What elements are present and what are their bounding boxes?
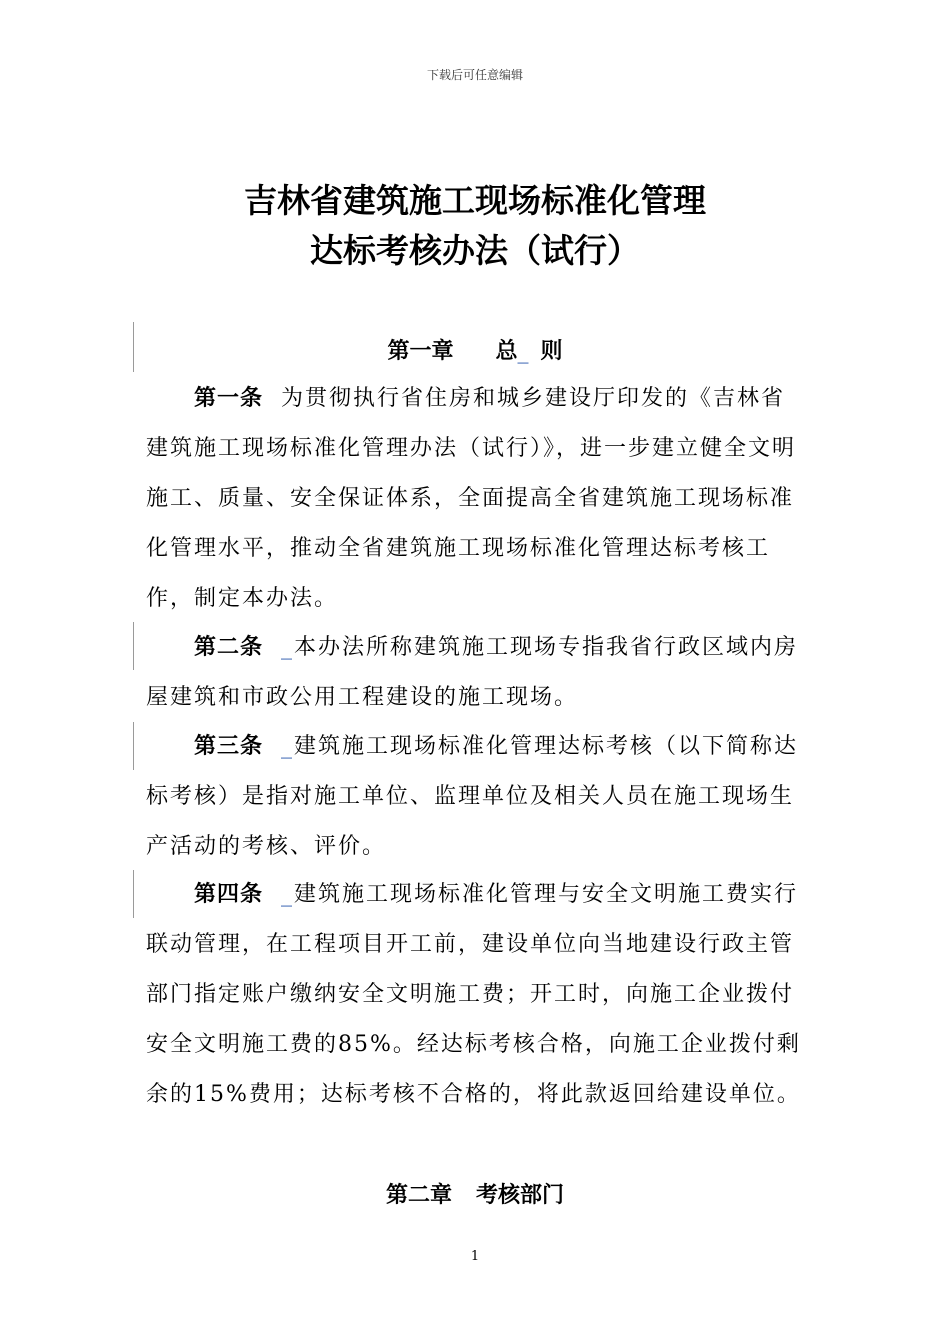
article-4 xyxy=(146,869,806,1120)
chapter-1-heading xyxy=(0,334,950,365)
document-title xyxy=(0,176,950,276)
chapter-2-name: 考核部门 xyxy=(476,1182,565,1208)
document-title-line-2: 达标考核办法（试行） xyxy=(310,231,640,270)
article-3-text: 建筑施工现场标准化管理达标考核（以下简称达标考核）是指对施工单位、监理单位及相关人员在施工现场生产活动的考核、评价。 xyxy=(146,734,799,859)
document-title-line-1: 吉林省建筑施工现场标准化管理 xyxy=(244,181,706,220)
article-3 xyxy=(146,721,806,872)
article-1 xyxy=(146,373,806,624)
article-3-mark: _ xyxy=(281,734,295,759)
article-2-text: 本办法所称建筑施工现场专指我省行政区域内房屋建筑和市政公用工程建设的施工现场。 xyxy=(146,635,799,710)
article-4-text: 建筑施工现场标准化管理与安全文明施工费实行联动管理，在工程项目开工前，建设单位向当地建设行政主管部门指定账户缴纳安全文明施工费；开工时，向施工企业拨付安全文明施工费的85%。经达标考核合格，向施工企业拨付剩余的15%费用；达标考核不合格的，将此款返回给建设单位。 xyxy=(146,882,801,1107)
page-number: 1 xyxy=(470,1249,480,1264)
chapter-1-name-first: 总 xyxy=(495,338,518,364)
article-4-number: 第四条 xyxy=(194,881,264,907)
chapter-1-name-second: 则 xyxy=(540,338,563,364)
header-note: 下载后可任意编辑 xyxy=(426,68,523,82)
article-1-text: 为贯彻执行省住房和城乡建设厅印发的《吉林省建筑施工现场标准化管理办法（试行）》，进一步建立健全文明施工、质量、安全保证体系，全面提高全省建筑施工现场标准化管理水平，推动全省建筑施工现场标准化管理达标考核工作，制定本办法。 xyxy=(146,386,797,611)
chapter-2-number: 第二章 xyxy=(385,1182,452,1208)
article-2-number: 第二条 xyxy=(194,634,264,660)
revision-margin-bar xyxy=(133,722,134,770)
article-1-number: 第一条 xyxy=(194,385,264,411)
revision-margin-bar xyxy=(133,622,134,670)
article-3-number: 第三条 xyxy=(194,733,264,759)
revision-margin-bar xyxy=(133,870,134,918)
article-2 xyxy=(146,622,806,723)
article-2-mark: _ xyxy=(281,635,295,660)
chapter-1-mark: _ xyxy=(517,339,529,364)
chapter-1-number: 第一章 xyxy=(387,338,454,364)
article-4-mark: _ xyxy=(281,882,295,907)
chapter-2-heading xyxy=(0,1178,950,1209)
